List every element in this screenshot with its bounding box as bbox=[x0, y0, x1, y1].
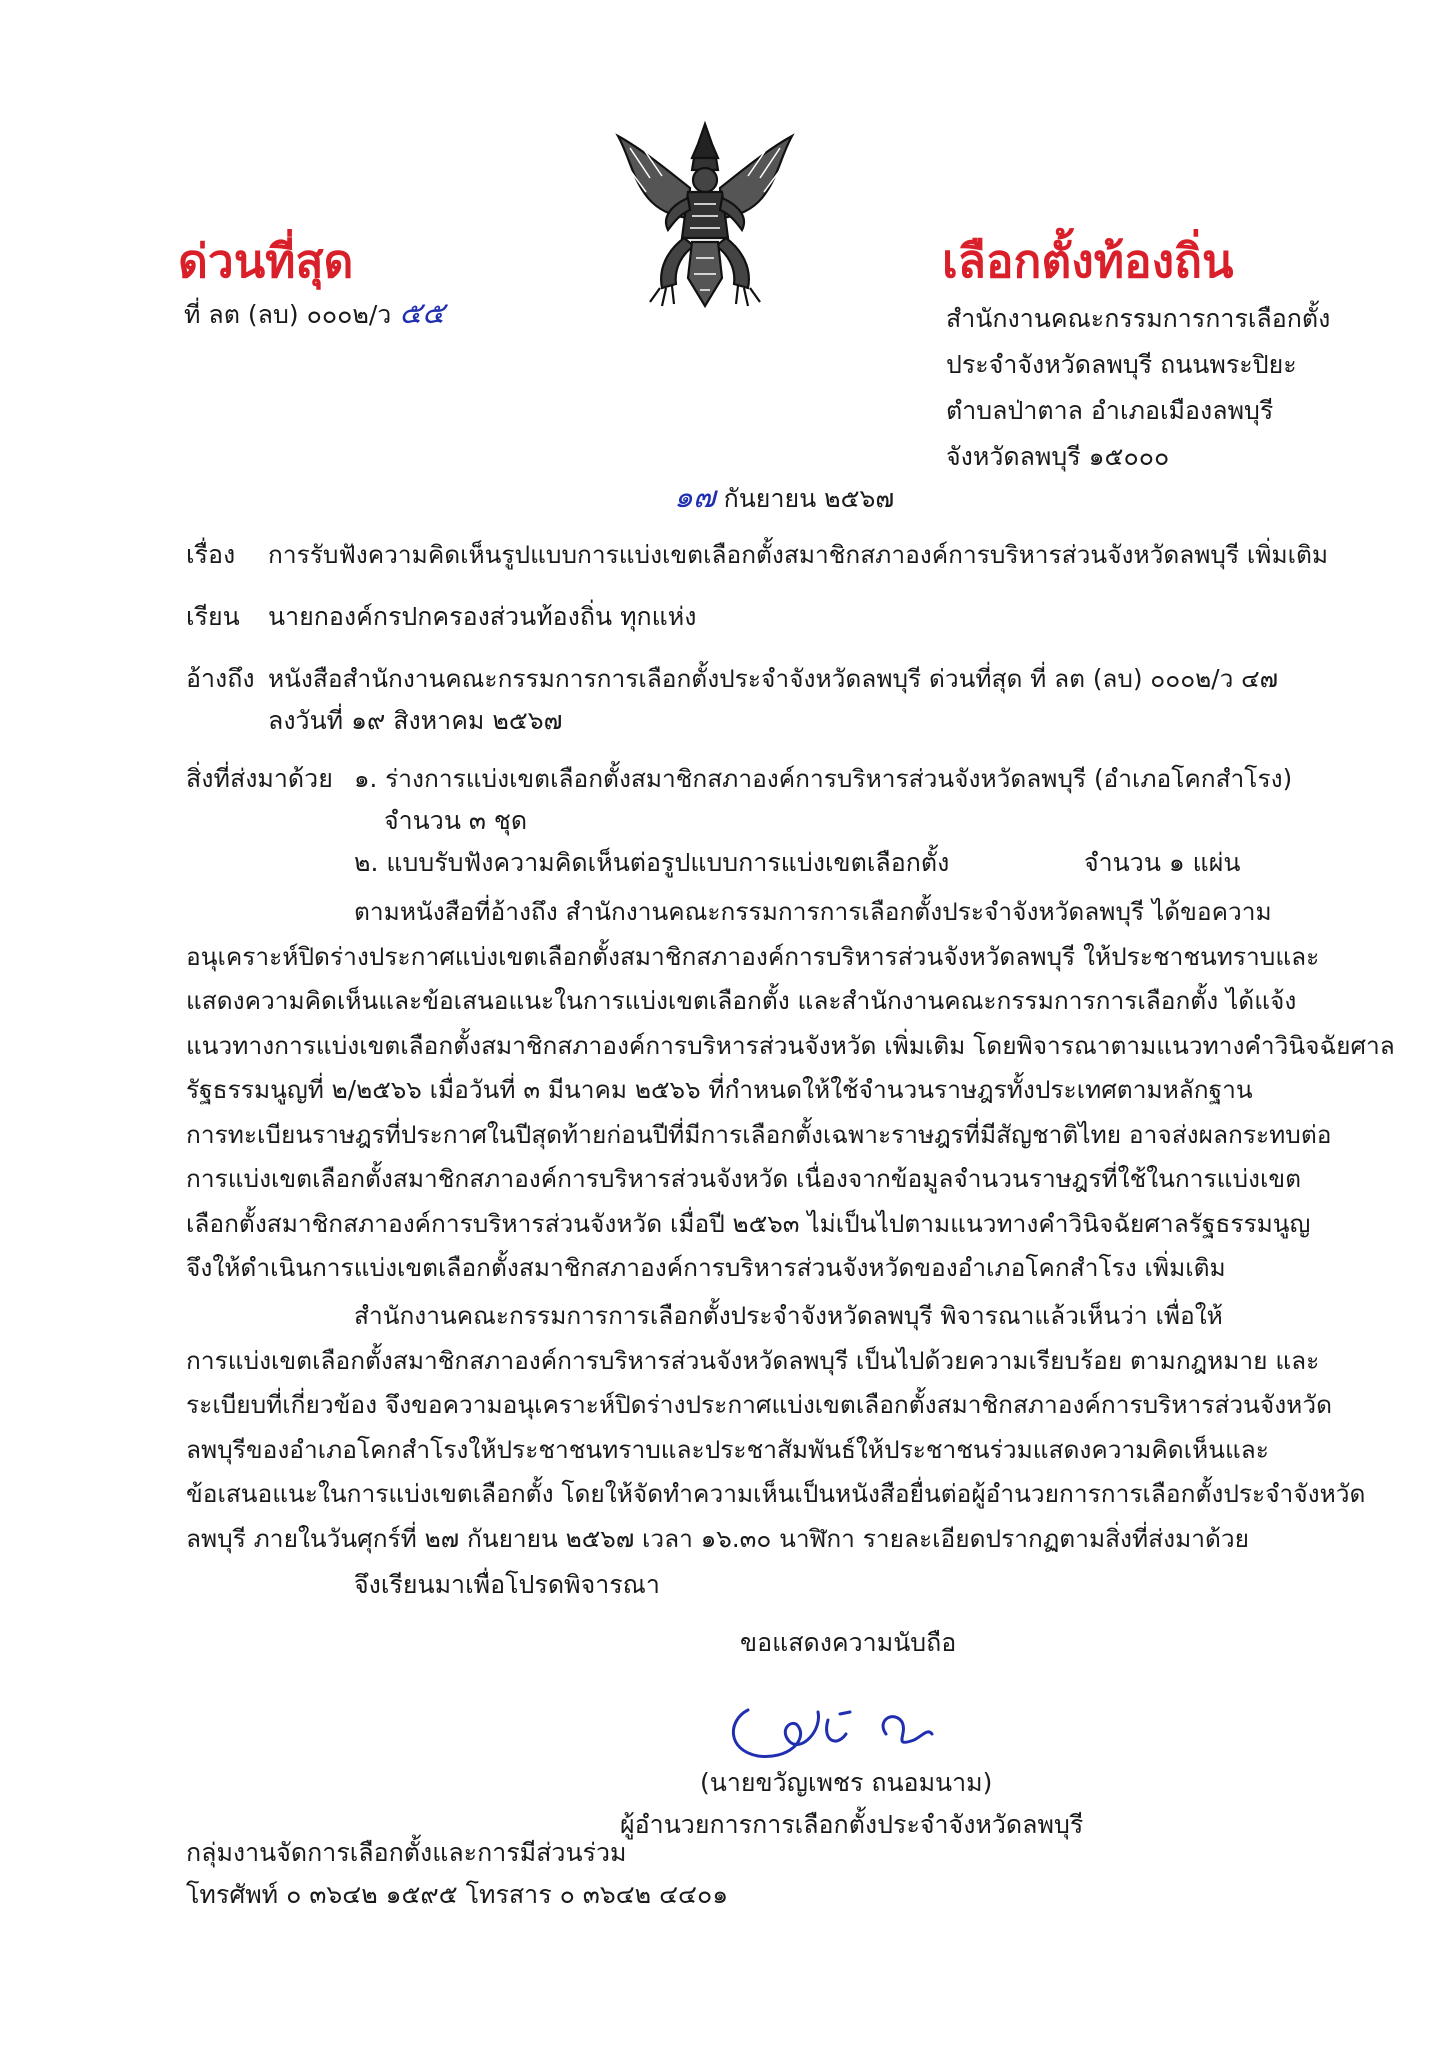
enclosure-label: สิ่งที่ส่งมาด้วย bbox=[186, 764, 333, 793]
body-line: ตามหนังสือที่อ้างถึง สำนักงานคณะกรรมการการเลือกตั้งประจำจังหวัดลพบุรี ได้ขอความ bbox=[354, 897, 1272, 926]
urgency-label-right: เลือกตั้งท้องถิ่น bbox=[942, 234, 1234, 288]
enclosure-item-1-qty: จำนวน ๓ ชุด bbox=[384, 806, 528, 835]
office-address-line: สำนักงานคณะกรรมการการเลือกตั้ง bbox=[946, 304, 1331, 333]
body-line: ระเบียบที่เกี่ยวข้อง จึงขอความอนุเคราะห์ปิดร่างประกาศแบ่งเขตเลือกตั้งสมาชิกสภาองค์การบริหารส่วนจังหวัด bbox=[186, 1390, 1332, 1419]
signatory-title: ผู้อำนวยการการเลือกตั้งประจำจังหวัดลพบุรี bbox=[620, 1810, 1084, 1839]
body-line: อนุเคราะห์ปิดร่างประกาศแบ่งเขตเลือกตั้งสมาชิกสภาองค์การบริหารส่วนจังหวัดลพบุรี ให้ประชาชนทราบและ bbox=[186, 941, 1320, 971]
recipient-text: นายกองค์กรปกครองส่วนท้องถิ่น ทุกแห่ง bbox=[268, 602, 697, 631]
body-line: ลพบุรีของอำเภอโคกสำโรงให้ประชาชนทราบและประชาสัมพันธ์ให้ประชาชนร่วมแสดงความคิดเห็นและ bbox=[186, 1434, 1269, 1464]
subject-label: เรื่อง bbox=[186, 540, 236, 569]
body-line: รัฐธรรมนูญที่ ๒/๒๕๖๖ เมื่อวันที่ ๓ มีนาคม ๒๕๖๖ ที่กำหนดให้ใช้จำนวนราษฎรทั้งประเทศตามหลักฐาน bbox=[186, 1075, 1253, 1104]
signatory-name: (นายขวัญเพชร ถนอมนาม) bbox=[700, 1768, 993, 1797]
courtesy-closing: ขอแสดงความนับถือ bbox=[740, 1628, 957, 1657]
enclosure-item-2: ๒. แบบรับฟังความคิดเห็นต่อรูปแบบการแบ่งเขตเลือกตั้ง bbox=[354, 848, 950, 877]
urgency-label-left: ด่วนที่สุด bbox=[178, 234, 354, 288]
enclosure-item-2-qty: จำนวน ๑ แผ่น bbox=[1084, 848, 1241, 877]
body-line: สำนักงานคณะกรรมการการเลือกตั้งประจำจังหวัดลพบุรี พิจารณาแล้วเห็นว่า เพื่อให้ bbox=[354, 1301, 1223, 1330]
footer-contact: โทรศัพท์ ๐ ๓๖๔๒ ๑๕๙๕ โทรสาร ๐ ๓๖๔๒ ๔๔๐๑ bbox=[186, 1880, 729, 1909]
office-address-line: ตำบลป่าตาล อำเภอเมืองลพบุรี bbox=[946, 396, 1274, 425]
body-paragraph-1 bbox=[186, 890, 1395, 1291]
garuda-emblem-icon bbox=[610, 118, 800, 314]
body-line: จึงให้ดำเนินการแบ่งเขตเลือกตั้งสมาชิกสภาองค์การบริหารส่วนจังหวัดของอำเภอโคกสำโรง เพิ่มเติม bbox=[186, 1253, 1226, 1282]
office-address-line: ประจำจังหวัดลพบุรี ถนนพระปิยะ bbox=[946, 350, 1297, 379]
body-paragraph-2 bbox=[186, 1294, 1366, 1561]
date-day-handwritten: ๑๗ bbox=[674, 480, 716, 515]
enclosure-item-1: ๑. ร่างการแบ่งเขตเลือกตั้งสมาชิกสภาองค์การบริหารส่วนจังหวัดลพบุรี (อำเภอโคกสำโรง) bbox=[354, 764, 1293, 793]
closing-request: จึงเรียนมาเพื่อโปรดพิจารณา bbox=[354, 1570, 660, 1599]
body-line: แสดงความคิดเห็นและข้อเสนอแนะในการแบ่งเขตเลือกตั้ง และสำนักงานคณะกรรมการการเลือกตั้ง ได้แจ้ง bbox=[186, 986, 1297, 1015]
reference-number-handwritten: ๕๕ bbox=[399, 296, 445, 331]
recipient-label: เรียน bbox=[186, 602, 240, 631]
reference-label: อ้างถึง bbox=[186, 664, 255, 693]
body-line: ลพบุรี ภายในวันศุกร์ที่ ๒๗ กันยายน ๒๕๖๗ เวลา ๑๖.๓๐ นาฬิกา รายละเอียดปรากฏตามสิ่งที่ส่งมาด้วย bbox=[186, 1523, 1250, 1553]
body-line: แนวทางการแบ่งเขตเลือกตั้งสมาชิกสภาองค์การบริหารส่วนจังหวัด เพิ่มเติม โดยพิจารณาตามแนวทางคำวินิจฉัยศาล bbox=[186, 1030, 1395, 1060]
body-line: ข้อเสนอแนะในการแบ่งเขตเลือกตั้ง โดยให้จัดทำความเห็นเป็นหนังสือยื่นต่อผู้อำนวยการการเลือกตั้งประจำจังหวัด bbox=[186, 1479, 1366, 1508]
body-line: การทะเบียนราษฎรที่ประกาศในปีสุดท้ายก่อนปีที่มีการเลือกตั้งเฉพาะราษฎรที่มีสัญชาติไทย อาจส่งผลกระทบต่อ bbox=[186, 1119, 1332, 1149]
reference-number bbox=[184, 296, 445, 332]
office-address-line: จังหวัดลพบุรี ๑๕๐๐๐ bbox=[946, 442, 1170, 471]
body-line: การแบ่งเขตเลือกตั้งสมาชิกสภาองค์การบริหารส่วนจังหวัดลพบุรี เป็นไปด้วยความเรียบร้อย ตามกฎหมาย และ bbox=[186, 1345, 1320, 1375]
letter-date bbox=[674, 480, 894, 516]
footer-department: กลุ่มงานจัดการเลือกตั้งและการมีส่วนร่วม bbox=[186, 1838, 627, 1867]
subject-text: การรับฟังความคิดเห็นรูปแบบการแบ่งเขตเลือกตั้งสมาชิกสภาองค์การบริหารส่วนจังหวัดลพบุรี เพิ่มเติม bbox=[268, 540, 1329, 569]
handwritten-signature bbox=[718, 1690, 958, 1770]
body-line: เลือกตั้งสมาชิกสภาองค์การบริหารส่วนจังหวัด เมื่อปี ๒๕๖๓ ไม่เป็นไปตามแนวทางคำวินิจฉัยศาลรัฐธรรมนูญ bbox=[186, 1208, 1311, 1238]
reference-text-line1: หนังสือสำนักงานคณะกรรมการการเลือกตั้งประจำจังหวัดลพบุรี ด่วนที่สุด ที่ ลต (ลบ) ๐๐๐๒/ว ๔๗ bbox=[268, 664, 1279, 693]
reference-number-printed: ที่ ลต (ลบ) ๐๐๐๒/ว bbox=[184, 300, 392, 329]
office-address bbox=[946, 296, 1330, 480]
body-line: การแบ่งเขตเลือกตั้งสมาชิกสภาองค์การบริหารส่วนจังหวัด เนื่องจากข้อมูลจำนวนราษฎรที่ใช้ในการแบ่งเขต bbox=[186, 1164, 1302, 1193]
date-month-year: กันยายน ๒๕๖๗ bbox=[723, 484, 895, 513]
reference-text-line2: ลงวันที่ ๑๙ สิงหาคม ๒๕๖๗ bbox=[268, 706, 563, 735]
